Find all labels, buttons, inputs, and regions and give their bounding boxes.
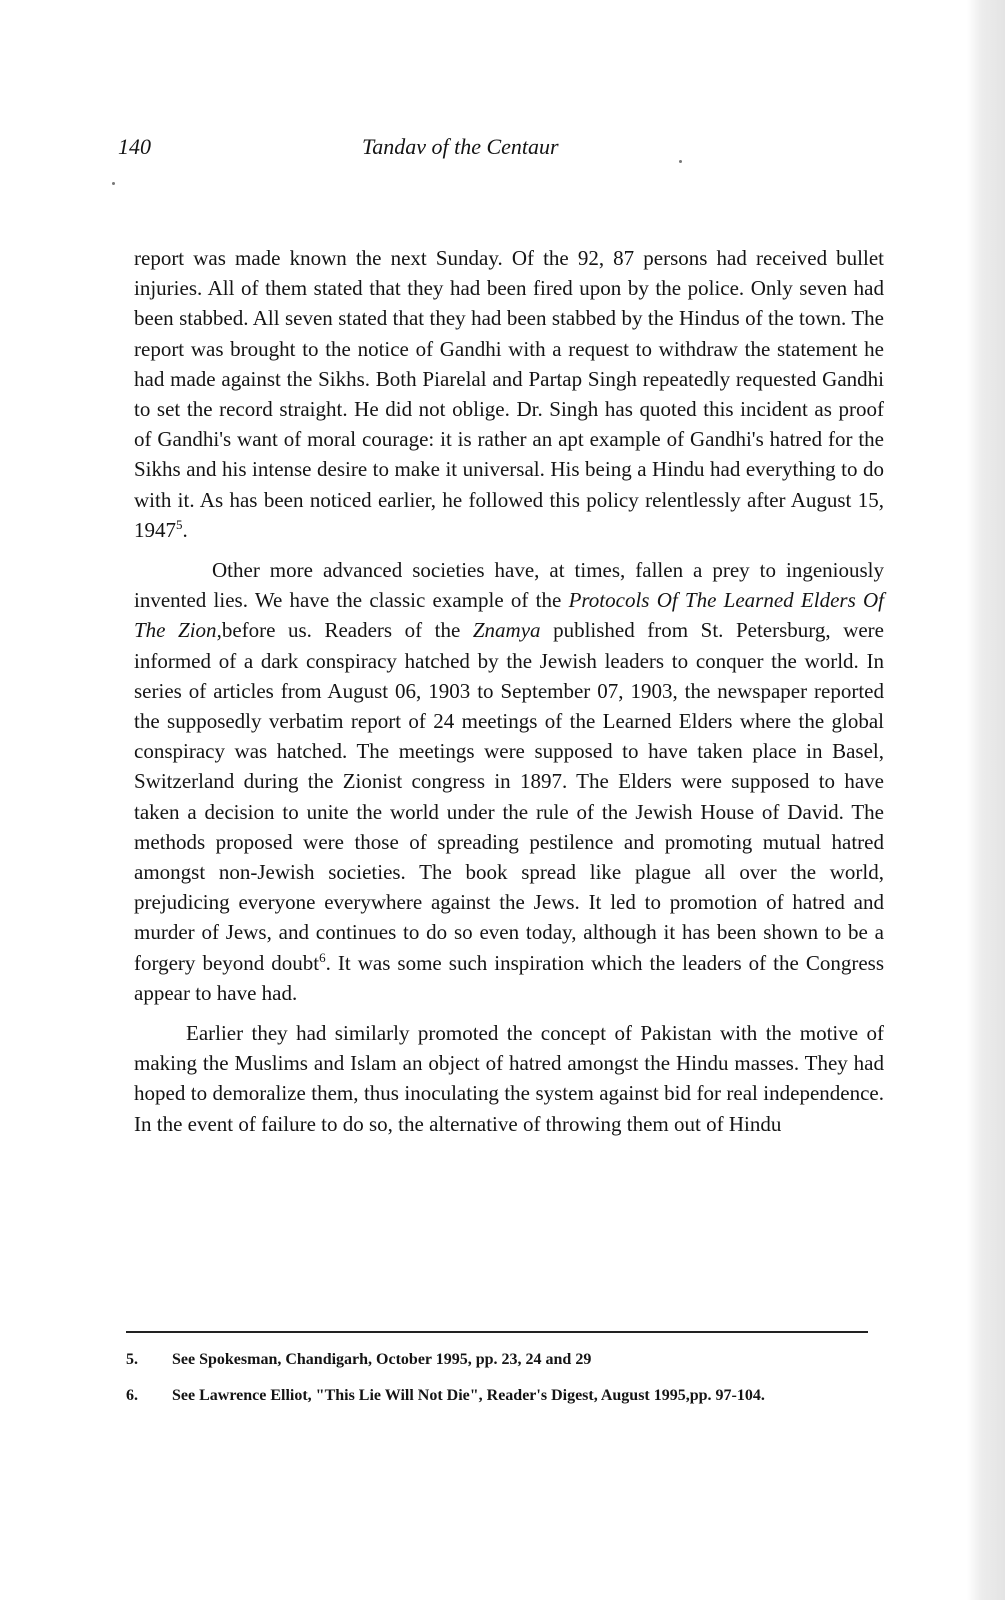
paragraph-3 <box>134 1018 884 1139</box>
paragraph-2-text-c: published from St. Petersburg, were informed of a dark conspiracy hatched by the Jewish leaders to conquer the world. In series of articles from August 06, 1903 to September 07, 1903, the newspaper reported the supposedly verbatim report of 24 meetings of the Learned Elders where the global conspiracy was hatched. The meetings were supposed to have taken place in Basel, Switzerland during the Zionist congress in 1897. The Elders were supposed to have taken a decision to unite the world under the rule of the Jewish House of David. The methods proposed were those of spreading pestilence and promoting mutual hatred amongst non-Jewish societies. The book spread like plague all over the world, prejudicing everyone everywhere against the Jews. It led to promotion of hatred and murder of Jews, and continues to do so even today, although it has been shown to be a forgery beyond doubt <box>134 618 884 975</box>
footnote-ref-6: 6 <box>319 949 326 965</box>
znamya-title: Znamya <box>472 618 541 643</box>
footnote-6 <box>126 1384 886 1408</box>
footnote-number: 5. <box>126 1351 138 1368</box>
paragraph-1-end: . <box>182 517 188 542</box>
paragraph-2-text-b: ,before us. Readers of the <box>216 618 473 643</box>
scan-speck <box>679 160 682 163</box>
body-text <box>134 243 884 1139</box>
footnote-divider <box>126 1331 868 1333</box>
paragraph-2-text-a: Other more advanced societies have, at times, fallen a prey to ingeniously invented lies. We have the classic example of the <box>134 558 884 613</box>
paragraph-1-text: report was made known the next Sunday. Of the 92, 87 persons had received bullet injuries. All of them stated that they had been fired upon by the police. Only seven had been stabbed. All seven stated that they had been stabbed by the Hindus of the town. The report was brought to the notice of Gandhi with a request to withdraw the statement he had made against the Sikhs. Both Piarelal and Partap Singh repeatedly requested Gandhi to set the record straight. He did not oblige. Dr. Singh has quoted this incident as proof of Gandhi's want of moral courage: it is rather an apt example of Gandhi's hatred for the Sikhs and his intense desire to make it universal. His being a Hindu had everything to do with it. As has been noticed earlier, he followed this policy relentlessly after August 15, 1947 <box>134 246 884 542</box>
scan-speck <box>112 182 115 185</box>
footnotes <box>126 1348 886 1420</box>
running-header <box>0 130 1005 164</box>
footnote-ref-5: 5 <box>176 516 183 532</box>
paragraph-2 <box>134 555 884 1008</box>
page-edge-shadow <box>967 0 1005 1600</box>
paragraph-3-text: Earlier they had similarly promoted the concept of Pakistan with the motive of making the Muslims and Islam an object of hatred amongst the Hindu masses. They had hoped to demoralize them, thus inoculating the system against bid for real independence. In the event of failure to do so, the alternative of throwing them out of Hindu <box>134 1021 884 1136</box>
page-number: 140 <box>118 134 151 159</box>
protocols-title: Protocols Of The Learned Elders Of The Zion <box>134 588 884 643</box>
footnote-number: 6. <box>126 1387 138 1404</box>
footnote-text: See Lawrence Elliot, "This Lie Will Not Die", Reader's Digest, August 1995,pp. 97-104. <box>172 1387 765 1404</box>
footnote-text: See Spokesman, Chandigarh, October 1995, pp. 23, 24 and 29 <box>172 1351 592 1368</box>
paragraph-2-text-d: . It was some such inspiration which the leaders of the Congress appear to have had. <box>134 950 884 1005</box>
book-title: Tandav of the Centaur <box>362 134 559 159</box>
paragraph-1 <box>134 243 884 545</box>
footnote-5 <box>126 1348 886 1372</box>
